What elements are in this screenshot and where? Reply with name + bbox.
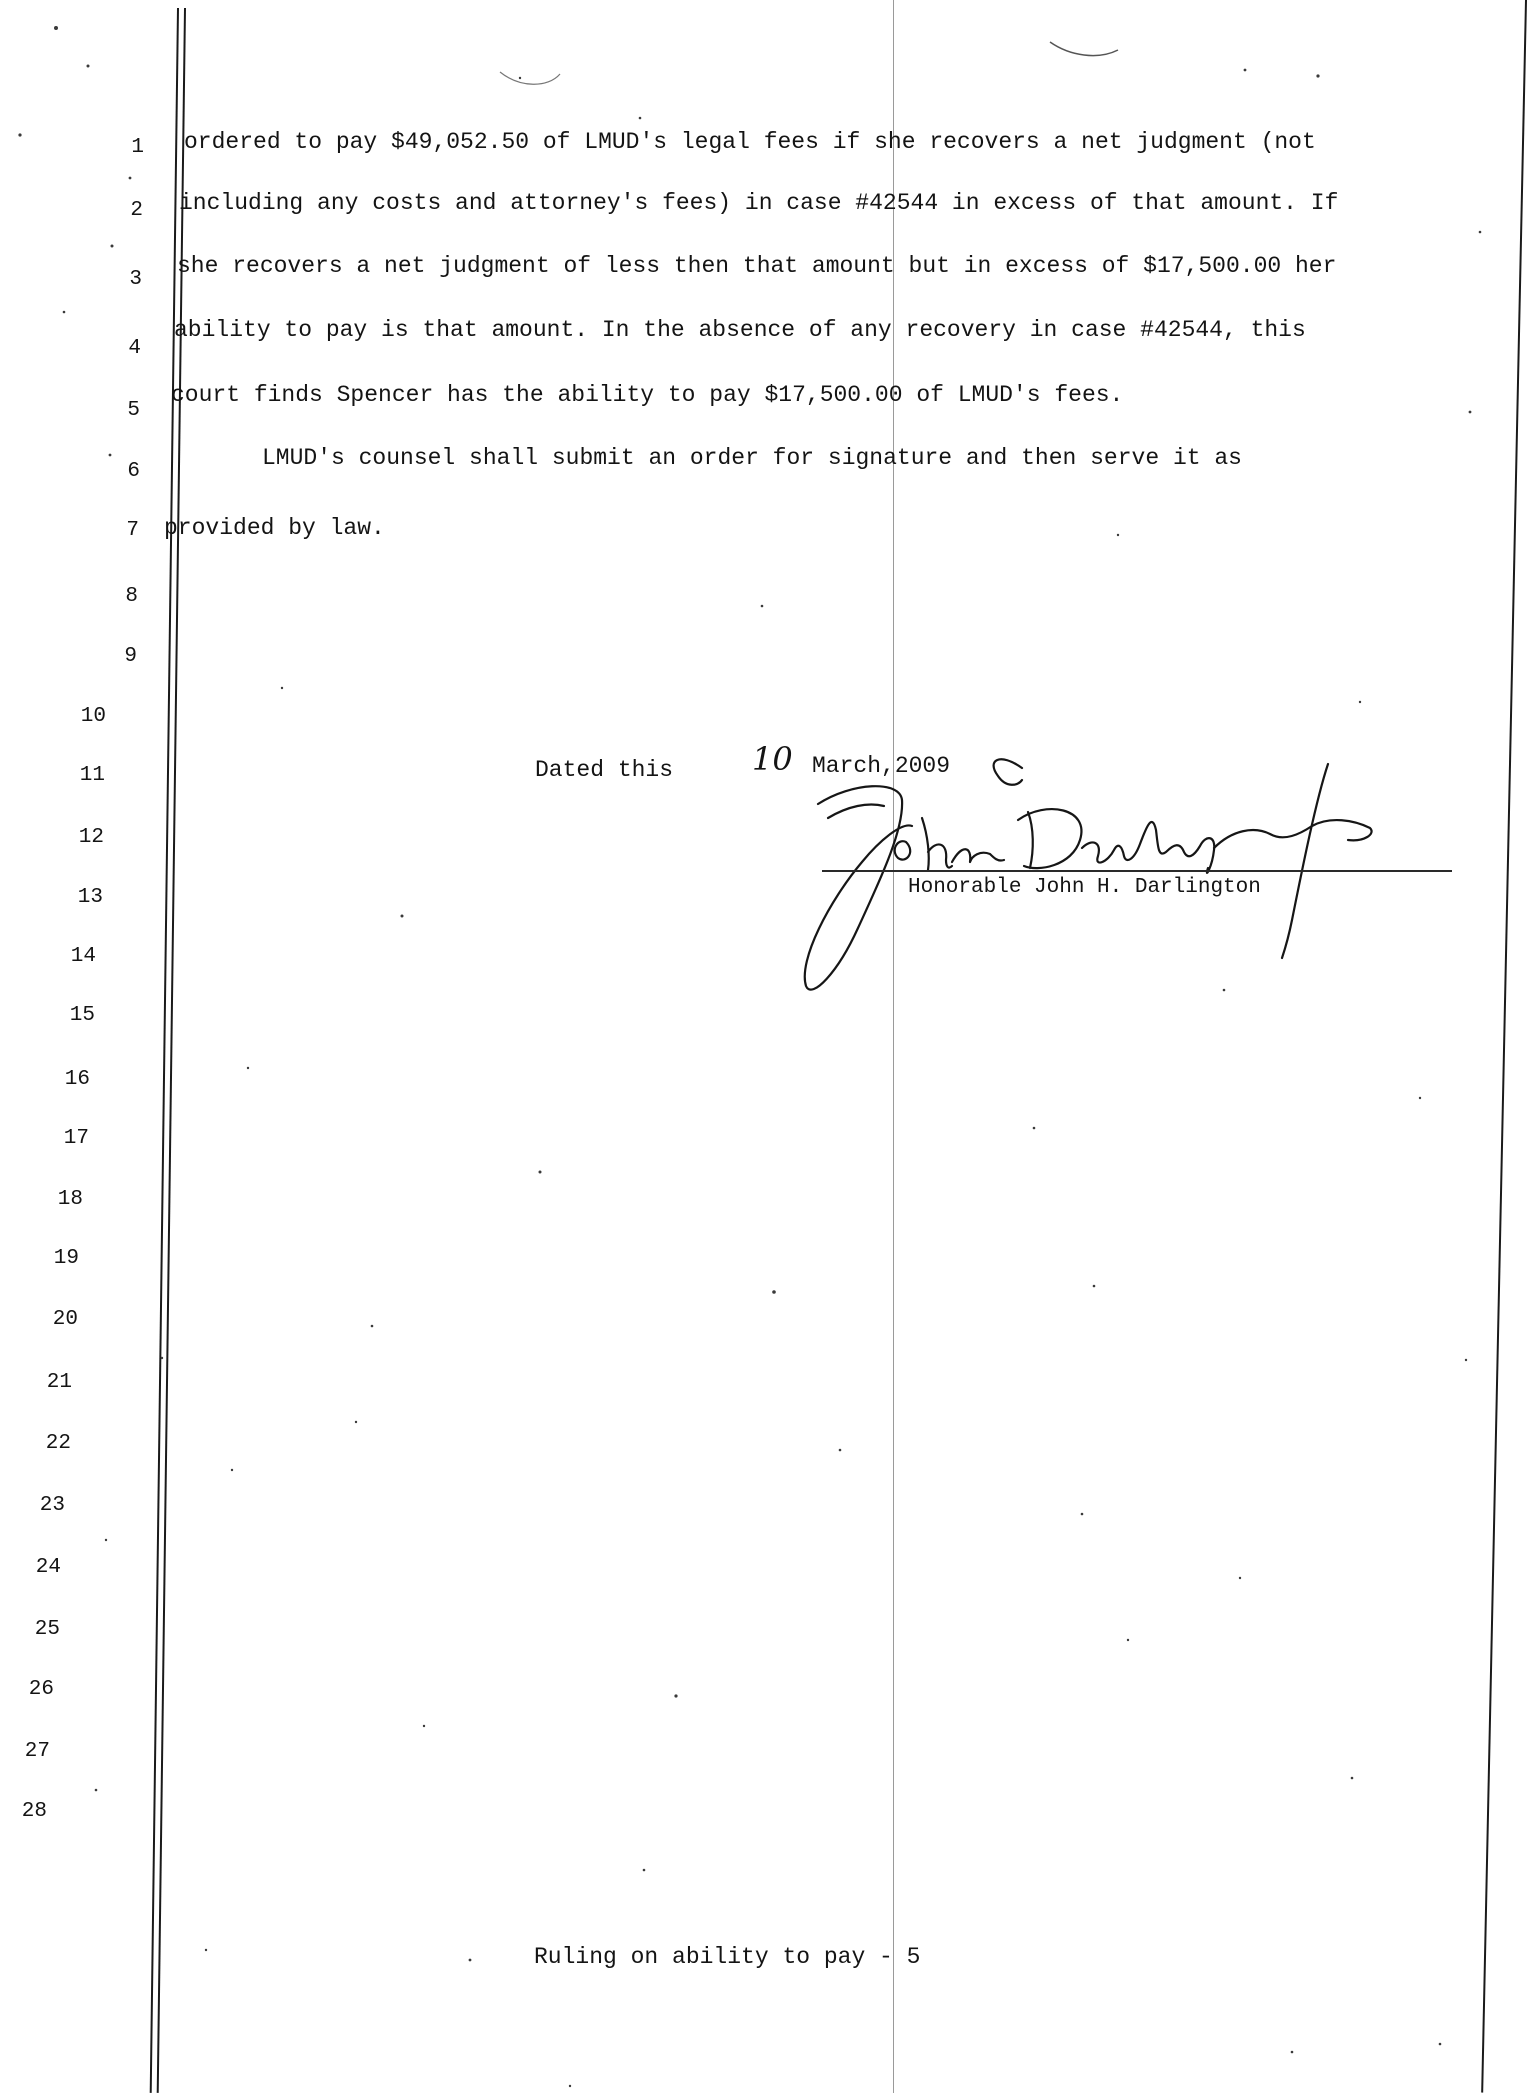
line-number: 21: [46, 1371, 72, 1394]
body-line: she recovers a net judgment of less then that amount but in excess of $17,500.00 her: [177, 253, 1337, 279]
body-line: including any costs and attorney's fees) in case #42544 in excess of that amount. If: [179, 190, 1339, 216]
dated-day-handwritten: 10: [752, 740, 793, 778]
line-number: 8: [125, 585, 138, 608]
dated-month-year: March,2009: [812, 753, 951, 779]
line-number: 2: [130, 199, 143, 222]
body-line: ability to pay is that amount. In the absence of any recovery in case #42544, this: [174, 317, 1306, 343]
line-number: 4: [128, 337, 141, 360]
line-number: 13: [77, 886, 103, 909]
line-number: 18: [57, 1188, 83, 1211]
line-number: 6: [127, 460, 140, 483]
body-line: LMUD's counsel shall submit an order for signature and then serve it as: [262, 445, 1242, 471]
signer-name: Honorable John H. Darlington: [908, 876, 1261, 899]
line-number: 17: [63, 1127, 89, 1150]
line-number: 25: [34, 1618, 60, 1641]
line-number: 22: [45, 1432, 71, 1455]
line-number: 23: [39, 1494, 65, 1517]
line-number: 20: [52, 1308, 78, 1331]
line-number: 12: [78, 826, 104, 849]
line-number: 24: [35, 1556, 61, 1579]
line-number: 14: [70, 945, 96, 968]
body-line: court finds Spencer has the ability to pay $17,500.00 of LMUD's fees.: [171, 382, 1124, 408]
line-number: 26: [28, 1678, 54, 1701]
line-number: 11: [79, 764, 105, 787]
dated-label: Dated this: [535, 757, 674, 783]
page-footer: Ruling on ability to pay - 5: [534, 1944, 921, 1970]
body-line: provided by law.: [164, 515, 385, 541]
line-number: 15: [69, 1004, 95, 1027]
line-number: 7: [126, 519, 139, 542]
line-number: 3: [129, 268, 142, 291]
line-number: 27: [24, 1740, 50, 1763]
line-number: 1: [131, 136, 144, 159]
line-number: 19: [53, 1247, 79, 1270]
line-number: 9: [124, 645, 137, 668]
line-number: 10: [80, 705, 106, 728]
line-number: 16: [64, 1068, 90, 1091]
line-number: 5: [127, 399, 140, 422]
body-line: ordered to pay $49,052.50 of LMUD's legal fees if she recovers a net judgment (not: [184, 129, 1316, 155]
line-number: 28: [21, 1800, 47, 1823]
